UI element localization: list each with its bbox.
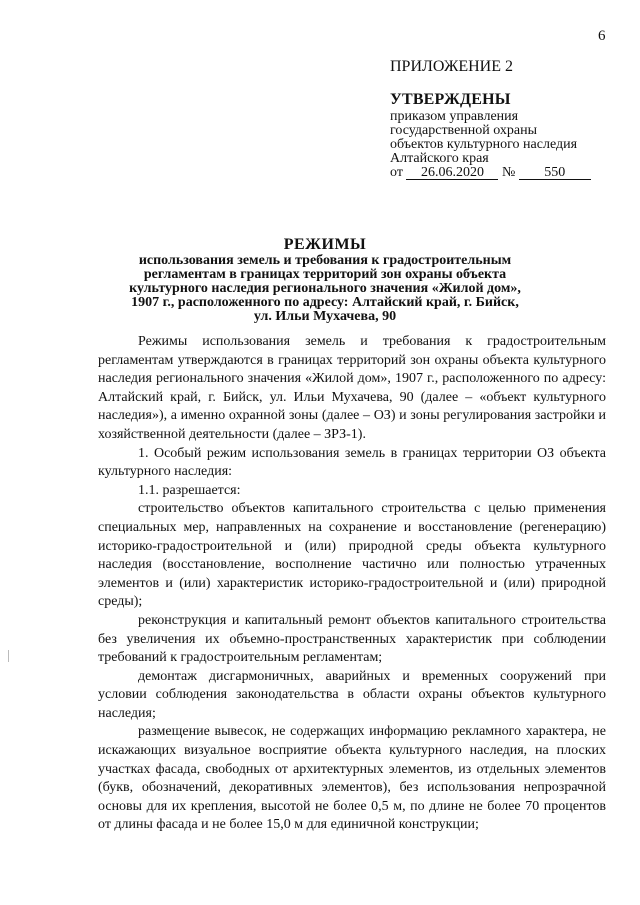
section-1-1-paragraph: 1.1. разрешается: — [138, 482, 241, 498]
approval-line-2: государственной охраны — [390, 123, 538, 138]
approval-from-label: от — [390, 165, 403, 180]
document-title: РЕЖИМЫ — [283, 236, 367, 253]
section-1-paragraph: 1. Особый режим использования земель в границах территории ОЗ объекта культурного наследия: — [98, 445, 606, 480]
approval-title: УТВЕРЖДЕНЫ — [390, 91, 511, 108]
appendix-label: ПРИЛОЖЕНИЕ 2 — [390, 58, 514, 75]
page-number: 6 — [598, 28, 606, 44]
subtitle-line-5: ул. Ильи Мухачева, 90 — [253, 309, 397, 324]
subtitle-line-4: 1907 г., расположенного по адресу: Алтайский край, г. Бийск, — [131, 295, 519, 310]
approval-date-line — [390, 166, 630, 180]
approval-block — [390, 93, 630, 180]
allowed-item-1: строительство объектов капитального строительства с целью применения специальных мер, направленных на сохранение и восстановление (регенерацию) историко-градостроительной и (или) природной среды объекта культурного наследия (восстановление, восполнение частично или полностью утраченных элементов и (или) характеристик историко-градостроительной и (или) природной среды); — [98, 501, 606, 610]
allowed-item-2: реконструкция и капитальный ремонт объектов капитального строительства без увеличения их объемно-пространственных характеристик при соблюдении требований к градостроительным регламентам; — [98, 612, 606, 666]
margin-mark — [8, 650, 9, 662]
intro-paragraph: Режимы использования земель и требования к градостроительным регламентам утверждаются в границах территорий зон охраны объекта культурного наследия регионального значения «Жилой дом», 1907 г., расположенного по адресу: Алтайский край, г. Бийск, ул. Ильи Мухачева, 90 (далее – «объект культурного наследия»), а именно охранной зоны (далее – ОЗ) и зоны регулирования застройки и хозяйственной деятельности (далее – ЗРЗ-1). — [98, 334, 606, 442]
approval-number: 550 — [519, 166, 591, 180]
subtitle-line-3: культурного наследия регионального значения «Жилой дом», — [129, 281, 521, 296]
approval-number-sign: № — [501, 165, 516, 180]
document-body — [98, 333, 606, 835]
subtitle-line-2: регламентам в границах территорий зон охраны объекта — [143, 267, 507, 282]
allowed-item-3: демонтаж дисгармоничных, аварийных и временных сооружений при условии соблюдения законодательства в области охраны объектов культурного наследия; — [98, 668, 606, 721]
approval-line-3: объектов культурного наследия — [390, 137, 578, 152]
allowed-item-4: размещение вывесок, не содержащих информацию рекламного характера, не искажающих визуальное восприятие объекта культурного наследия, на плоских участках фасада, свободных от архитектурных элементов, из отдельных элементов (букв, обозначений, декоративных элементов), без использования непрозрачной основы для их крепления, высотой не более 0,5 м, по длине не более 70 процентов от длины фасада и не более 15,0 м для единичной конструкции; — [98, 724, 606, 833]
document-title-block — [120, 236, 530, 324]
approval-line-1: приказом управления — [390, 109, 519, 124]
approval-line-4: Алтайского края — [390, 151, 489, 166]
subtitle-line-1: использования земель и требования к градостроительным — [138, 253, 512, 268]
approval-date: 26.06.2020 — [406, 166, 498, 180]
